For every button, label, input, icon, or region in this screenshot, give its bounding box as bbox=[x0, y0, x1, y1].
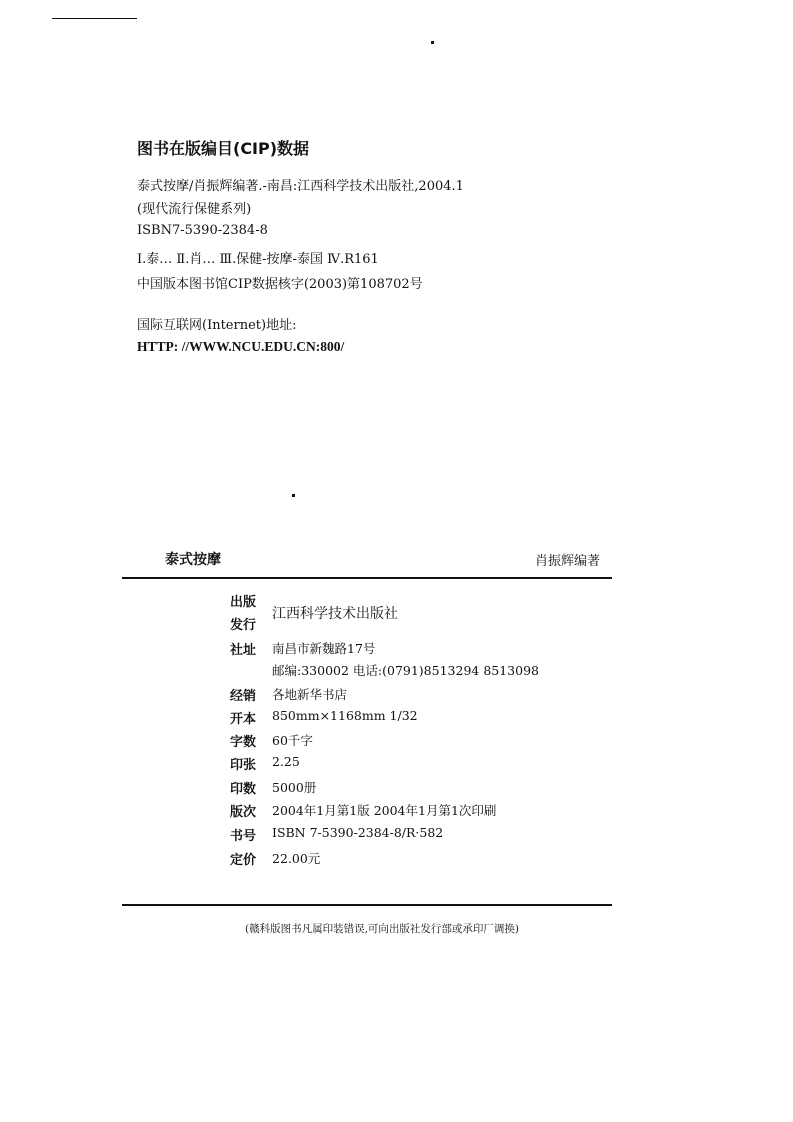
address-label: 社址 bbox=[230, 643, 257, 658]
publish-label: 出版 bbox=[230, 595, 257, 610]
scan-speck bbox=[431, 41, 434, 44]
book-title: 泰式按摩 bbox=[165, 552, 221, 568]
detail-value: 5000册 bbox=[272, 780, 317, 795]
detail-label: 字数 bbox=[230, 735, 257, 750]
detail-label: 版次 bbox=[230, 805, 257, 820]
footnote: (赣科版图书凡属印装错误,可向出版社发行部或承印厂调换) bbox=[245, 923, 520, 935]
internet-label: 国际互联网(Internet)地址: bbox=[137, 318, 297, 333]
cip-line: (现代流行保健系列) bbox=[137, 202, 252, 217]
detail-value: 22.00元 bbox=[272, 851, 321, 866]
contact: 邮编:330002 电话:(0791)8513294 8513098 bbox=[272, 663, 539, 678]
header-rule bbox=[122, 577, 612, 579]
detail-value: 2.25 bbox=[272, 754, 300, 769]
footer-rule bbox=[122, 904, 612, 906]
internet-url: HTTP: //WWW.NCU.EDU.CN:800/ bbox=[137, 339, 345, 354]
detail-label: 印数 bbox=[230, 782, 257, 797]
cip-line: 中国版本图书馆CIP数据核字(2003)第108702号 bbox=[137, 277, 423, 292]
top-left-rule bbox=[52, 18, 137, 19]
detail-label: 书号 bbox=[230, 829, 257, 844]
detail-value: 60千字 bbox=[272, 733, 313, 748]
book-author: 肖振辉编著 bbox=[535, 554, 601, 569]
detail-value: 2004年1月第1版 2004年1月第1次印刷 bbox=[272, 803, 497, 818]
publisher: 江西科学技术出版社 bbox=[272, 606, 398, 622]
detail-label: 开本 bbox=[230, 712, 257, 727]
detail-label: 经销 bbox=[230, 689, 257, 704]
cip-heading: 图书在版编目(CIP)数据 bbox=[137, 139, 310, 158]
detail-value: 850mm×1168mm 1/32 bbox=[272, 708, 418, 723]
cip-line: Ⅰ.泰… Ⅱ.肖… Ⅲ.保健-按摩-泰国 Ⅳ.R161 bbox=[137, 252, 379, 267]
address: 南昌市新魏路17号 bbox=[272, 641, 376, 656]
detail-label: 印张 bbox=[230, 758, 257, 773]
detail-value: 各地新华书店 bbox=[272, 687, 348, 702]
cip-line: 泰式按摩/肖振辉编著.-南昌:江西科学技术出版社,2004.1 bbox=[137, 179, 464, 194]
distribute-label: 发行 bbox=[230, 618, 257, 633]
detail-label: 定价 bbox=[230, 853, 257, 868]
detail-value: ISBN 7-5390-2384-8/R·582 bbox=[272, 825, 444, 840]
scan-speck bbox=[292, 494, 295, 497]
cip-line: ISBN7-5390-2384-8 bbox=[137, 223, 268, 238]
